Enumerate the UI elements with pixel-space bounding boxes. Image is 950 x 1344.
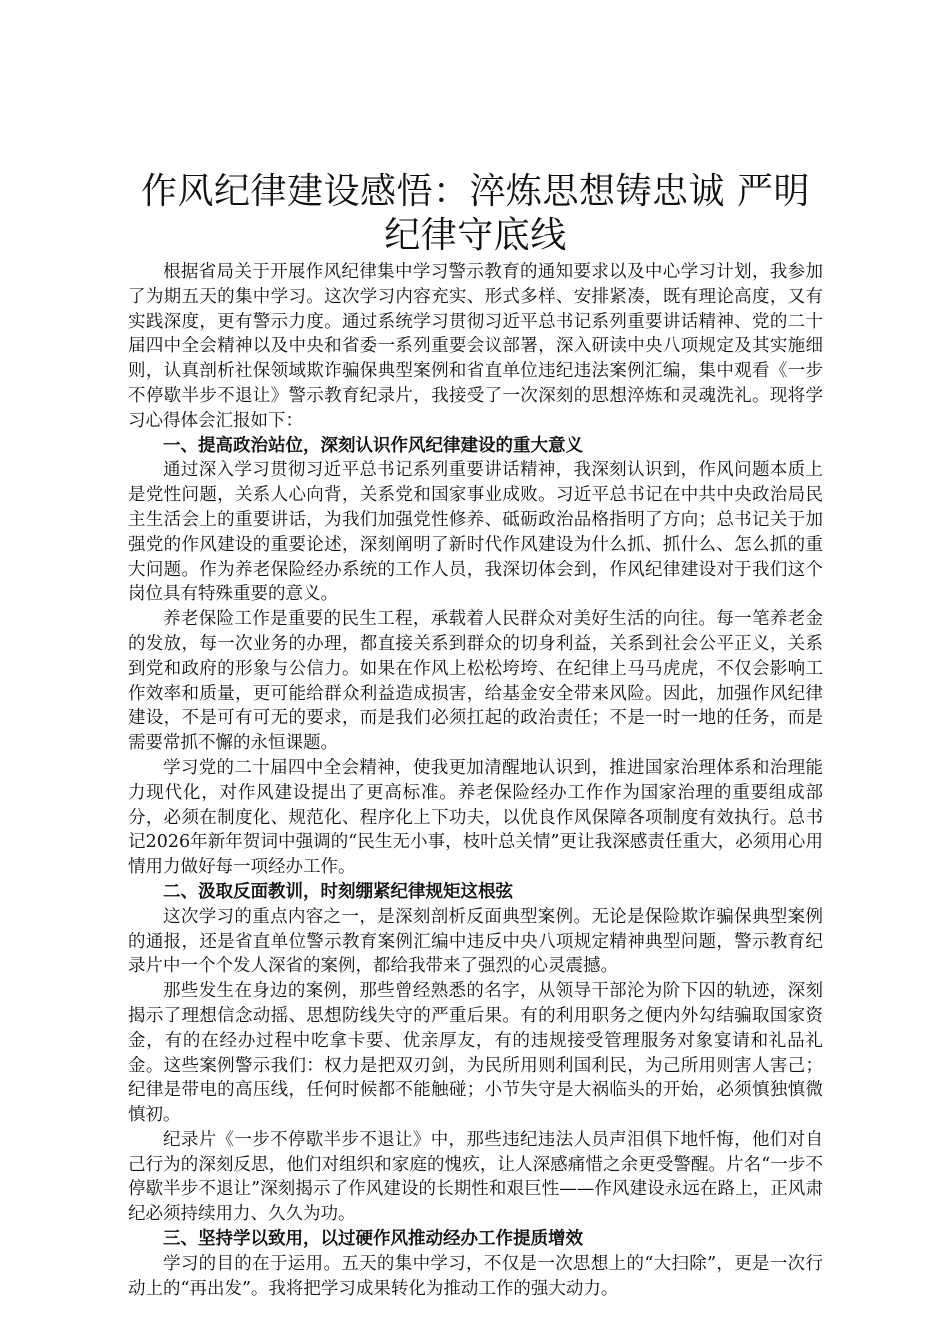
section-heading-1: 一、提高政治站位，深刻认识作风纪律建设的重大意义 — [163, 435, 583, 456]
paragraph: 这次学习的重点内容之一，是深刻剖析反面典型案例。无论是保险欺诈骗保典型案例的通报，还是省直单位警示教育案例汇编中违反中央八项规定精神典型问题，警示教育纪录片中一个个发人深省的案例，都给我带来了强烈的心灵震撼。 — [128, 906, 823, 977]
document-body — [128, 260, 823, 1301]
paragraph: 学习的目的在于运用。五天的集中学习，不仅是一次思想上的“大扫除”，更是一次行动上的“再出发”。我将把学习成果转化为推动工作的强大动力。 — [128, 1253, 823, 1299]
paragraph: 纪录片《一步不停歇半步不退让》中，那些违纪违法人员声泪俱下地忏悔，他们对自己行为的深刻反思，他们对组织和家庭的愧疚，让人深感痛惜之余更受警醒。片名“一步不停歇半步不退让”深刻揭示了作风建设的长期性和艰巨性——作风建设永远在路上，正风肃纪必须持续用力、久久为功。 — [128, 1129, 823, 1225]
document-title: 作风纪律建设感悟：淬炼思想铸忠诚 严明纪律守底线 — [141, 171, 810, 256]
paragraph: 学习党的二十届四中全会精神，使我更加清醒地认识到，推进国家治理体系和治理能力现代化，对作风建设提出了更高标准。养老保险经办工作作为国家治理的重要组成部分，必须在制度化、规范化、程序化上下功夫，以优良作风保障各项制度有效执行。总书记2026年新年贺词中强调的“民生无小事，枝叶总关情”更让我深感责任重大，必须用心用情用力做好每一项经办工作。 — [128, 757, 823, 878]
document-page — [128, 170, 823, 1301]
paragraph: 那些发生在身边的案例，那些曾经熟悉的名字，从领导干部沦为阶下囚的轨迹，深刻揭示了理想信念动摇、思想防线失守的严重后果。有的利用职务之便内外勾结骗取国家资金，有的在经办过程中吃拿卡要、优亲厚友，有的违规接受管理服务对象宴请和礼品礼金。这些案例警示我们：权力是把双刃剑，为民所用则利国利民，为己所用则害人害己；纪律是带电的高压线，任何时候都不能触碰；小节失守是大祸临头的开始，必须慎独慎微慎初。 — [128, 981, 823, 1126]
section-heading-2: 二、汲取反面教训，时刻绷紧纪律规矩这根弦 — [163, 881, 513, 902]
paragraph: 养老保险工作是重要的民生工程，承载着人民群众对美好生活的向往。每一笔养老金的发放，每一次业务的办理，都直接关系到群众的切身利益，关系到社会公平正义，关系到党和政府的形象与公信力。如果在作风上松松垮垮、在纪律上马马虎虎，不仅会影响工作效率和质量，更可能给群众利益造成损害，给基金安全带来风险。因此，加强作风纪律建设，不是可有可无的要求，而是我们必须扛起的政治责任；不是一时一地的任务，而是需要常抓不懈的永恒课题。 — [128, 609, 823, 754]
paragraph-intro: 根据省局关于开展作风纪律集中学习警示教育的通知要求以及中心学习计划，我参加了为期五天的集中学习。这次学习内容充实、形式多样、安排紧凑，既有理论高度，又有实践深度，更有警示力度。通过系统学习贯彻习近平总书记系列重要讲话精神、党的二十届四中全会精神以及中央和省委一系列重要会议部署，深入研读中央八项规定及其实施细则，认真剖析社保领域欺诈骗保典型案例和省直单位违纪违法案例汇编，集中观看《一步不停歇半步不退让》警示教育纪录片，我接受了一次深刻的思想淬炼和灵魂洗礼。现将学习心得体会汇报如下： — [128, 262, 823, 431]
paragraph: 通过深入学习贯彻习近平总书记系列重要讲话精神，我深刻认识到，作风问题本质上是党性问题，关系人心向背，关系党和国家事业成败。习近平总书记在中共中央政治局民主生活会上的重要讲话，为我们加强党性修养、砥砺政治品格指明了方向；总书记关于加强党的作风建设的重要论述，深刻阐明了新时代作风建设为什么抓、抓什么、怎么抓的重大问题。作为养老保险经办系统的工作人员，我深切体会到，作风纪律建设对于我们这个岗位具有特殊重要的意义。 — [128, 460, 823, 605]
section-heading-3: 三、坚持学以致用，以过硬作风推动经办工作提质增效 — [163, 1229, 583, 1250]
